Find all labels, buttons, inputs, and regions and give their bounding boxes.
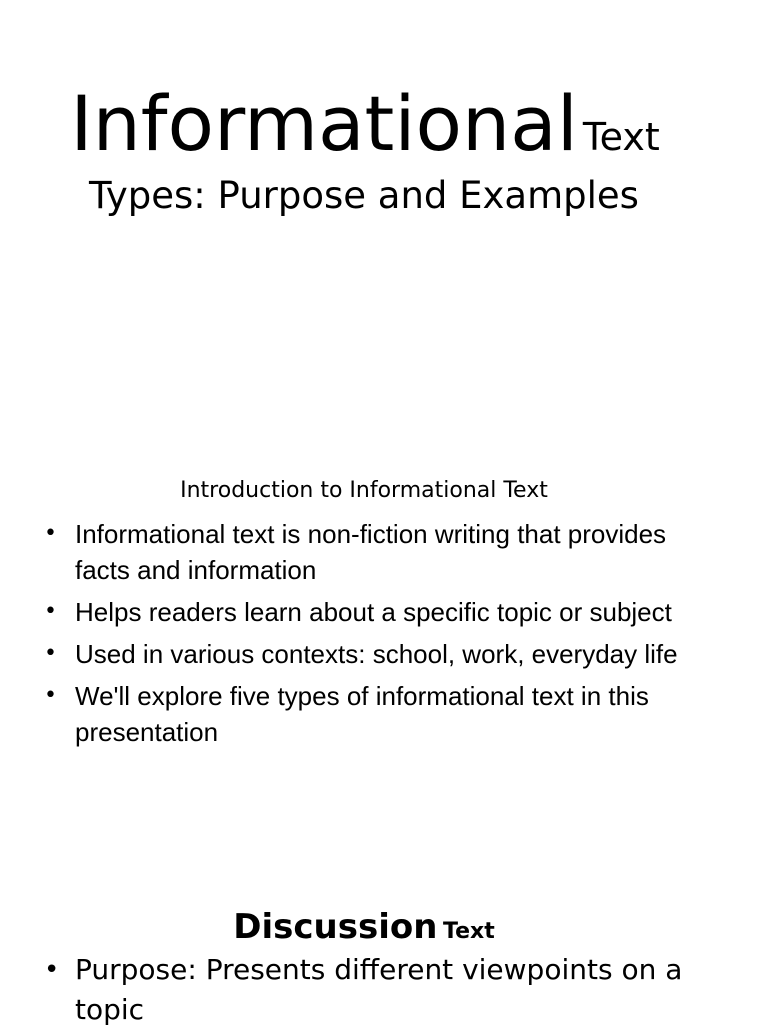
section-heading: Introduction to Informational Text	[180, 478, 548, 503]
slide-subtitle: Types: Purpose and Examples	[89, 174, 639, 217]
bullet-icon: •	[44, 599, 57, 624]
bullet-text: Helps readers learn about a specific topic or subject	[75, 597, 672, 627]
slide-title	[0, 79, 730, 168]
discussion-bullet-list	[0, 950, 700, 1030]
bullet-text: We'll explore five types of informational text in this presentation	[75, 681, 649, 747]
title-secondary-word: Text	[582, 115, 660, 159]
bullet-list	[0, 516, 690, 756]
bullet-icon: •	[44, 955, 60, 985]
discussion-title-secondary: Text	[443, 919, 495, 944]
discussion-title	[0, 907, 728, 947]
bullet-text: Used in various contexts: school, work, everyday life	[75, 639, 678, 669]
bullet-item	[0, 636, 690, 672]
bullet-icon: •	[44, 521, 57, 546]
bullet-item	[0, 594, 690, 630]
bullet-icon: •	[44, 683, 57, 708]
bullet-item	[0, 678, 690, 750]
bullet-text: Purpose: Presents different viewpoints on a topic	[75, 953, 683, 1026]
discussion-title-main: Discussion	[233, 907, 438, 947]
bullet-text: Informational text is non-fiction writing that provides facts and information	[75, 519, 667, 585]
bullet-icon: •	[44, 641, 57, 666]
bullet-item	[0, 516, 690, 588]
bullet-item	[0, 950, 700, 1030]
title-main-word: Informational	[70, 79, 578, 168]
